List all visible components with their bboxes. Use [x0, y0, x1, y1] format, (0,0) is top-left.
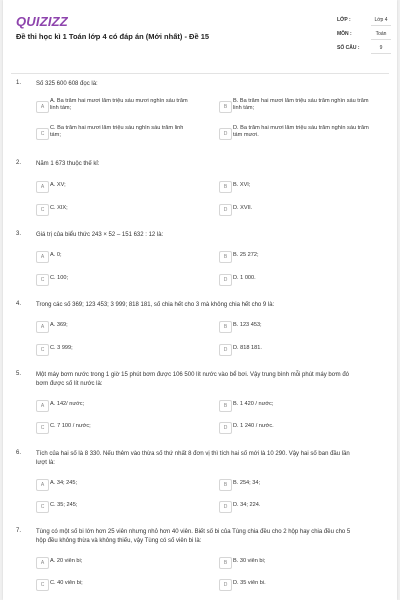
question-text: Năm 1 673 thuộc thế kỉ:: [36, 161, 100, 167]
option-text: D. 34; 224.: [233, 502, 261, 508]
question-number: 2.: [16, 160, 22, 166]
option-letter-badge: D: [219, 204, 232, 216]
option-text: D. 35 viên bi.: [233, 580, 266, 586]
question-text: Trong các số 369; 123 453; 3 999; 818 181, số chia hết cho 3 mà không chia hết cho 9 là:: [36, 302, 275, 308]
option-letter-badge: D: [219, 274, 232, 286]
option-text: C. XIX;: [50, 205, 68, 211]
option-text: B. 123 453;: [233, 322, 262, 328]
quizizz-logo: QUIZIZZ: [16, 14, 68, 29]
meta-class-label: LỚP :: [337, 17, 351, 23]
option-letter-badge: A: [36, 101, 49, 113]
meta-class-value: Lớp 4: [371, 17, 391, 26]
option-text: C. 35; 245;: [50, 502, 78, 508]
option-letter-badge: A: [36, 400, 49, 412]
worksheet-page: [3, 0, 397, 600]
option-text: B. XVI;: [233, 182, 251, 188]
option-text: C. 40 viên bi;: [50, 580, 83, 586]
question-text: Tùng có một số bi lớn hơn 25 viên nhưng nhỏ hơn 40 viên. Biết số bi của Tùng chia đều cho 2 hộp hay chia đều cho 5 hộp đều không thừa và không thiếu, vậy Tùng có số viên bi là:: [36, 529, 351, 544]
question-number: 4.: [16, 301, 22, 307]
option-text: B. 254; 34;: [233, 480, 261, 486]
option-letter-badge: C: [36, 274, 49, 286]
option-letter-badge: C: [36, 422, 49, 434]
option-text: A. 0;: [50, 252, 62, 258]
meta-subject-value: Toán: [371, 31, 391, 40]
option-letter-badge: A: [36, 479, 49, 491]
option-letter-badge: B: [219, 101, 232, 113]
header-divider: [11, 73, 389, 74]
meta-question-count-label: SỐ CÂU :: [337, 45, 360, 51]
option-text: A. Ba trăm hai mươi lăm triệu sáu mươi nghìn sáu trăm linh tám;: [50, 98, 188, 111]
option-letter-badge: B: [219, 400, 232, 412]
option-letter-badge: B: [219, 479, 232, 491]
option-text: A. XV;: [50, 182, 66, 188]
option-letter-badge: B: [219, 557, 232, 569]
option-letter-badge: C: [36, 501, 49, 513]
option-letter-badge: D: [219, 344, 232, 356]
option-text: A. 369;: [50, 322, 68, 328]
option-letter-badge: D: [219, 501, 232, 513]
option-letter-badge: B: [219, 251, 232, 263]
question-text: Tích của hai số là 8 330. Nếu thêm vào thừa số thứ nhất 8 đơn vị thì tích hai số mới là 10 290. Vậy hai số ban đầu lần lượt là:: [36, 451, 350, 466]
option-text: B. 25 272;: [233, 252, 259, 258]
option-text: B. 30 viên bi;: [233, 558, 266, 564]
option-text: D. 818 181.: [233, 345, 262, 351]
option-text: D. 1 000.: [233, 275, 256, 281]
option-letter-badge: A: [36, 321, 49, 333]
question-number: 5.: [16, 371, 22, 377]
option-text: C. 7 100 / nước;: [50, 423, 91, 429]
option-letter-badge: D: [219, 422, 232, 434]
option-text: D. Ba trăm hai mươi lăm triệu sáu trăm nghìn sáu trăm tám mươi.: [233, 125, 369, 138]
option-letter-badge: D: [219, 579, 232, 591]
option-text: C. 3 999;: [50, 345, 73, 351]
option-letter-badge: C: [36, 579, 49, 591]
option-text: B. Ba trăm hai mươi lăm triệu sáu trăm nghìn sáu trăm linh tám;: [233, 98, 369, 111]
worksheet-title: Đề thi học kì 1 Toán lớp 4 có đáp án (Mới nhất) - Đề 15: [16, 32, 210, 41]
question-text: Số 325 600 608 đọc là:: [36, 81, 98, 87]
option-text: B. 1 420 / nước;: [233, 401, 274, 407]
option-letter-badge: B: [219, 181, 232, 193]
option-letter-badge: B: [219, 321, 232, 333]
question-text: Một máy bơm nước trong 1 giờ 15 phút bơm được 106 500 lít nước vào bể bơi. Vậy trung bình mỗi phút máy bơm đó bơm được số lít nước là:: [36, 372, 350, 387]
question-number: 6.: [16, 450, 22, 456]
option-text: C. Ba trăm hai mươi lăm triệu sáu nghìn sáu trăm linh tám;: [50, 125, 184, 138]
question-number: 1.: [16, 80, 22, 86]
option-text: A. 142/ nước;: [50, 401, 85, 407]
option-text: C. 100;: [50, 275, 69, 281]
meta-question-count-value: 9: [371, 45, 391, 54]
option-text: A. 34; 245;: [50, 480, 78, 486]
option-letter-badge: A: [36, 251, 49, 263]
option-letter-badge: D: [219, 128, 232, 140]
option-text: D. XVII.: [233, 205, 253, 211]
option-text: A. 20 viên bi;: [50, 558, 83, 564]
question-number: 3.: [16, 231, 22, 237]
meta-subject-label: MÔN :: [337, 31, 352, 37]
option-letter-badge: A: [36, 557, 49, 569]
question-number: 7.: [16, 528, 22, 534]
worksheet-header: [3, 0, 397, 70]
option-letter-badge: C: [36, 344, 49, 356]
option-text: D. 1 240 / nước.: [233, 423, 274, 429]
option-letter-badge: C: [36, 204, 49, 216]
option-letter-badge: C: [36, 128, 49, 140]
option-letter-badge: A: [36, 181, 49, 193]
question-text: Giá trị của biểu thức 243 × 52 – 151 632 : 12 là:: [36, 232, 164, 238]
